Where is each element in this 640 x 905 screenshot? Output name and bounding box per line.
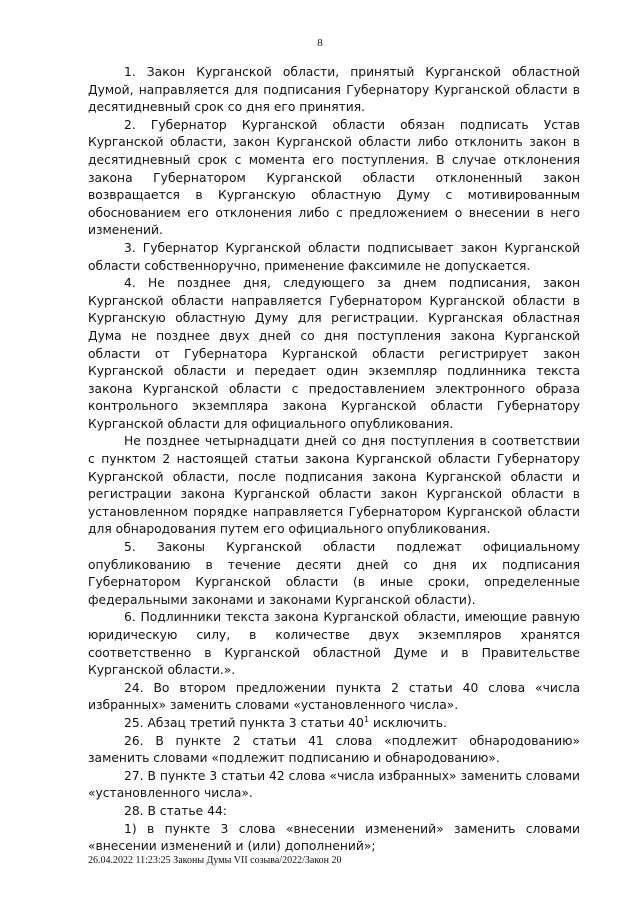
amendment-24: 24. Во втором предложении пункта 2 статьи 40 слова «числа избранных» заменить словами «установленного числа».: [88, 680, 580, 713]
paragraph-4-continued: Не позднее четырнадцати дней со дня поступления в соответствии с пунктом 2 настоящей статьи закона Курганской области Губернатору Курганской области, после подписания закона Курганской области и регистрации закона Курганской области закон Курганской области в установленном порядке направляется Губернатором Курганской области для обнародования путем его официального опубликования.: [88, 434, 580, 537]
paragraph-5: 5. Законы Курганской области подлежат официальному опубликованию в течение десяти дней со дня их подписания Губернатором Курганской области (в иные сроки, определенные федеральными законами и законами Курганской области).: [88, 540, 580, 607]
document-footer: 26.04.2022 11:23:25 Законы Думы VII созыва/2022/Закон 20: [88, 855, 342, 866]
amendment-25-ending: исключить.: [369, 715, 447, 730]
amendment-26: 26. В пункте 2 статьи 41 слова «подлежит обнародованию» заменить словами «подлежит подписанию и обнародованию».: [88, 733, 580, 766]
page-number: 8: [317, 37, 323, 49]
paragraph-1: 1. Закон Курганской области, принятый Курганской областной Думой, направляется для подписания Губернатору Курганской области в десятидневный срок со дня его принятия.: [88, 65, 580, 115]
amendment-27: 27. В пункте 3 статьи 42 слова «числа избранных» заменить словами «установленного числа».: [88, 768, 580, 801]
paragraph-6: 6. Подлинники текста закона Курганской области, имеющие равную юридическую силу, в количестве двух экземпляров хранятся соответственно в Курганской областной Думе и в Правительстве Курганской области.».: [88, 610, 580, 678]
paragraph-2: 2. Губернатор Курганской области обязан подписать Устав Курганской области, закон Курганской области либо отклонить закон в десятидневный срок с момента его поступления. В случае отклонения закона Губернатором Курганской области отклоненный закон возвращается в Курганскую областную Думу с мотивированным обоснованием его отклонения либо с предложением о внесении в него изменений.: [88, 117, 580, 238]
paragraph-3: 3. Губернатор Курганской области подписывает закон Курганской области собственноручно, применение факсимиле не допускается.: [88, 240, 580, 273]
amendment-28: 28. В статье 44:: [124, 803, 227, 818]
paragraph-4: 4. Не позднее дня, следующего за днем подписания, закон Курганской области направляется Губернатором Курганской области в Курганскую областную Думу для регистрации. Курганская областная Дума не позднее двух дней со дня поступления закона Курганской области от Губернатора Курганской области регистрирует закон Курганской области и передает один экземпляр подлинника текста закона Курганской области с предоставлением электронного образа контрольного экземпляра закона Курганской области Губернатору Курганской области для официального опубликования.: [88, 276, 580, 431]
amendment-28-subitem-1: 1) в пункте 3 слова «внесении изменений» заменить словами «внесении изменений и (или) дополнений»;: [88, 821, 580, 854]
document-body: [88, 64, 580, 856]
amendment-25: [88, 715, 580, 733]
amendment-25-text: 25. Абзац третий пункта 3 статьи 40: [124, 715, 364, 730]
amendment-25-superscript: 1: [363, 714, 370, 724]
